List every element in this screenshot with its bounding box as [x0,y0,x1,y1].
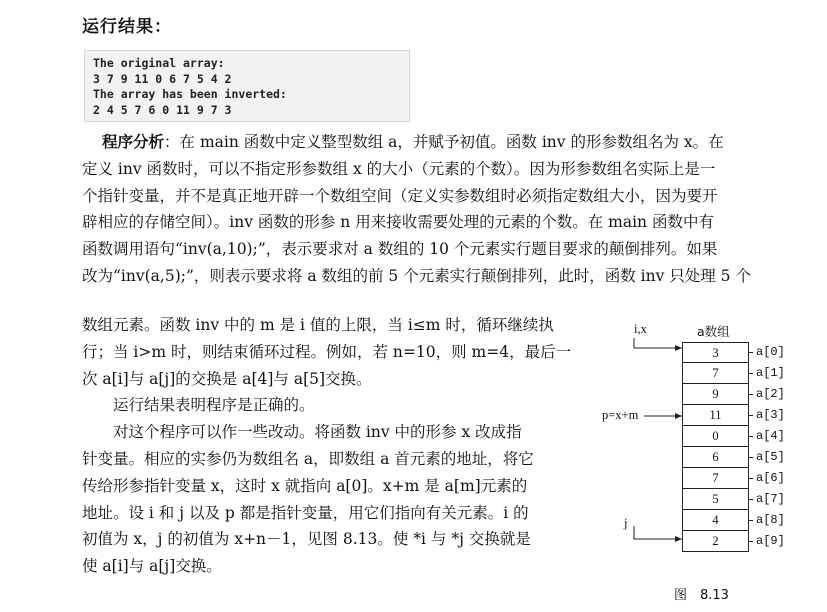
output-heading: 运行结果： [82,17,172,37]
arrow-ix [634,338,682,348]
analysis-line: 程序分析：在 main 函数中定义整型数组 a，并赋予初值。函数 inv 的形参数组名为 x。在 [102,133,724,151]
text-line: 针变量。相应的实参仍为数组名 a，即数组 a 首元素的地址，将它 [82,449,534,468]
pointer-p-label: p=x+m [602,408,639,422]
text-line: 数组元素。函数 inv 中的 m 是 i 值的上限，当 i≤m 时，循环继续执 [82,316,554,334]
label-tick [748,520,753,521]
label-tick [748,478,753,479]
array-cell: 11 [682,405,749,426]
array-cell: 2 [682,531,749,552]
analysis-line: 辟相应的存储空间）。inv 函数的形参 n 用来接收需要处理的元素的个数。在 main 函数中有 [82,213,714,232]
array-cell: 3 [682,342,749,363]
pointer-ix-label: i,x [634,322,647,336]
console-line: 2 4 5 7 6 0 11 9 7 3 [93,102,232,117]
console-line: The original array: [93,56,225,70]
text-line: 传给形参指针变量 x，这时 x 就指向 a[0]。x+m 是 a[m]元素的 [82,476,528,495]
figure-caption: 图 8.13 [674,588,729,603]
label-tick [748,436,753,437]
array-cell: 0 [682,426,749,447]
array-cell: 7 [682,363,749,384]
text-line: 地址。设 i 和 j 以及 p 都是指针变量，用它们指向有关元素。i 的 [82,503,529,522]
array-cell: 9 [682,384,749,405]
array-cell: 6 [682,447,749,468]
text-line: 使 a[i]与 a[j]交换。 [82,557,222,576]
element-label: a[9] [756,534,785,548]
element-label: a[7] [756,492,785,506]
analysis-line: 定义 inv 函数时，可以不指定形参数组 x 的大小（元素的个数）。因为形参数组名实际上是一 [82,159,716,178]
arrow-j [634,526,682,539]
console-line: The array has been inverted: [93,87,287,101]
array-cell: 5 [682,489,749,510]
analysis-line: 改为“inv(a,5);”，则表示要求将 a 数组的前 5 个元素实行颠倒排列，此时，函数 inv 只处理 5 个 [82,266,751,285]
label-tick [748,541,753,542]
console-output [84,50,410,122]
element-label: a[2] [756,387,785,401]
element-label: a[8] [756,513,785,527]
analysis-label: 程序分析 [102,133,165,151]
element-label: a[0] [756,345,785,359]
label-tick [748,415,753,416]
text-line: 次 a[i]与 a[j]的交换是 a[4]与 a[5]交换。 [82,369,372,388]
analysis-line: 个指针变量，并不是真正地开辟一个数组空间（定义实参数组时必须指定数组大小，因为要开 [82,186,718,205]
label-tick [748,352,753,353]
left-column-text [82,312,571,580]
element-label: a[6] [756,471,785,485]
element-label: a[3] [756,408,785,422]
array-figure [600,318,827,612]
text-line: 对这个程序可以作一些改动。将函数 inv 中的形参 x 改成指 [82,423,522,442]
text-line: 运行结果表明程序是正确的。 [82,396,315,415]
text-line: 行；当 i>m 时，则结束循环过程。例如，若 n=10，则 m=4，最后一 [82,342,572,361]
element-label: a[4] [756,429,785,443]
analysis-line: 函数调用语句“inv(a,10);”，表示要求对 a 数组的 10 个元素实行题目要求的颠倒排列。如果 [82,240,718,259]
text-line: 初值为 x，j 的初值为 x+n－1，见图 8.13。使 *i 与 *j 交换就是 [82,530,531,549]
element-label: a[1] [756,366,785,380]
label-tick [748,373,753,374]
array-cell: 4 [682,510,749,531]
analysis-paragraph [82,129,751,290]
pointer-j-label: j [624,516,628,530]
array-title: a数组 [697,324,730,339]
console-line: 3 7 9 11 0 6 7 5 4 2 [93,71,232,86]
array-cell: 7 [682,468,749,489]
element-label: a[5] [756,450,785,464]
label-tick [748,457,753,458]
label-tick [748,394,753,395]
label-tick [748,499,753,500]
